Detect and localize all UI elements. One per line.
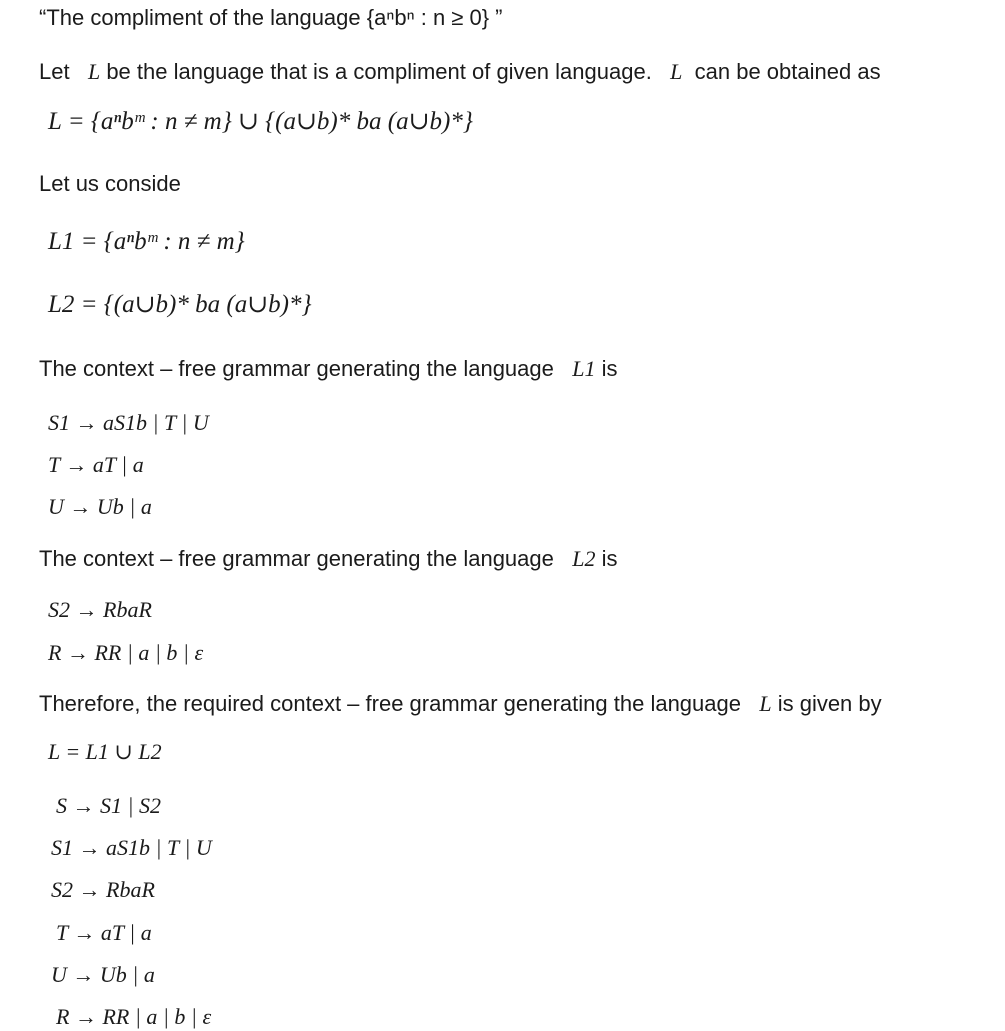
final-rule-3 (51, 876, 155, 904)
final-rule-6-text: R → RR | a | b | ε (56, 1004, 212, 1029)
l2-text: L2 = {(a∪b)* ba (a∪b)*} (48, 291, 312, 318)
final-rule-4 (56, 919, 152, 947)
intro-var2: L (670, 59, 683, 84)
grammar1-label: The context – free grammar generating the language (39, 356, 554, 381)
final-rule-6 (56, 1003, 211, 1031)
final-rule-1 (56, 792, 161, 820)
conclusion-label: Therefore, the required context – free grammar generating the language (39, 691, 741, 716)
final-rule-2 (51, 834, 212, 862)
l2-definition (48, 291, 311, 319)
title-line (39, 4, 503, 32)
final-rule-2-text: S1 → aS1b | T | U (51, 835, 212, 860)
union-formula (48, 738, 162, 766)
l1-text: L1 = {aⁿbᵐ : n ≠ m} (48, 228, 245, 255)
grammar2-suffix: is (601, 546, 618, 571)
intro-prefix: Let (39, 59, 70, 84)
conclusion-var: L (759, 691, 772, 716)
final-rule-5 (51, 961, 155, 989)
consider-line (39, 170, 181, 198)
intro-middle: be the language that is a compliment of given language. (106, 59, 652, 84)
grammar1-rule-1-text: S1 → aS1b | T | U (48, 410, 209, 435)
intro-var: L (87, 59, 101, 84)
title-text: “The compliment of the language {aⁿbⁿ : n ≥ 0} ” (39, 5, 503, 30)
grammar1-rule-3 (48, 493, 152, 521)
grammar2-var: L2 (572, 546, 596, 571)
final-rule-3-text: S2 → RbaR (51, 877, 155, 902)
grammar1-rule-3-text: U → Ub | a (48, 494, 152, 519)
grammar1-rule-2-text: T → aT | a (48, 452, 144, 477)
definition-text: L = {aⁿbᵐ : n ≠ m} ∪ {(a∪b)* ba (a∪b)*} (48, 108, 473, 135)
intro-suffix: can be obtained as (694, 59, 881, 84)
grammar1-heading (39, 355, 617, 383)
intro-line (39, 58, 881, 86)
union-text: L = L1 ∪ L2 (48, 739, 162, 764)
grammar2-label: The context – free grammar generating the language (39, 546, 554, 571)
definition-formula (48, 108, 473, 136)
conclusion-heading (39, 690, 882, 718)
grammar2-rule-2-text: R → RR | a | b | ε (48, 640, 204, 665)
grammar2-rule-2 (48, 639, 203, 667)
l1-definition (48, 228, 245, 256)
grammar2-rule-1-text: S2 → RbaR (48, 597, 152, 622)
final-rule-1-text: S → S1 | S2 (56, 793, 162, 818)
final-rule-5-text: U → Ub | a (51, 962, 155, 987)
final-rule-4-text: T → aT | a (56, 920, 152, 945)
grammar2-rule-1 (48, 596, 152, 624)
grammar1-suffix: is (601, 356, 618, 381)
grammar2-heading (39, 545, 617, 573)
grammar1-rule-2 (48, 451, 144, 479)
grammar1-var: L1 (572, 356, 596, 381)
conclusion-suffix: is given by (777, 691, 882, 716)
grammar1-rule-1 (48, 409, 209, 437)
consider-text: Let us conside (39, 171, 181, 196)
